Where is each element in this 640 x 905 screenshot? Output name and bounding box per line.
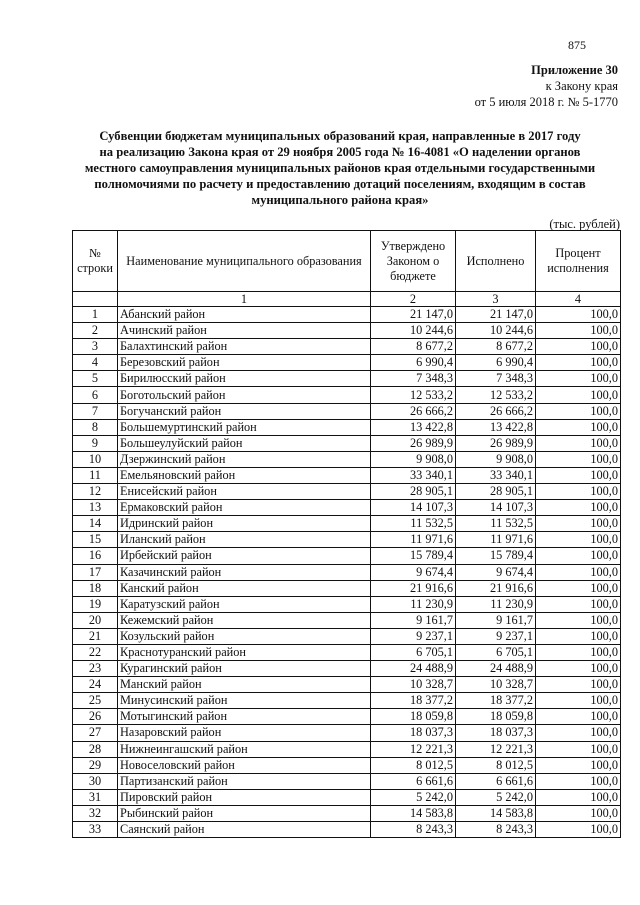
table-row: [73, 725, 621, 741]
executed-amount: 8 243,3: [456, 822, 536, 838]
col-header-name: Наименование муниципального образования: [118, 231, 371, 292]
execution-percent: 100,0: [536, 419, 621, 435]
row-number: 29: [73, 757, 118, 773]
table-row: [73, 661, 621, 677]
execution-percent: 100,0: [536, 644, 621, 660]
row-number: 17: [73, 564, 118, 580]
table-row: [73, 419, 621, 435]
approved-amount: 9 161,7: [371, 612, 456, 628]
approved-amount: 21 147,0: [371, 307, 456, 323]
executed-amount: 26 989,9: [456, 435, 536, 451]
execution-percent: 100,0: [536, 484, 621, 500]
approved-amount: 9 908,0: [371, 451, 456, 467]
execution-percent: 100,0: [536, 661, 621, 677]
execution-percent: 100,0: [536, 805, 621, 821]
table-row: [73, 693, 621, 709]
table-row: [73, 403, 621, 419]
executed-amount: 18 059,8: [456, 709, 536, 725]
execution-percent: 100,0: [536, 323, 621, 339]
col-header-percent: Процент исполнения: [536, 231, 621, 292]
row-number: 15: [73, 532, 118, 548]
table-row: [73, 757, 621, 773]
execution-percent: 100,0: [536, 516, 621, 532]
row-number: 9: [73, 435, 118, 451]
execution-percent: 100,0: [536, 628, 621, 644]
executed-amount: 6 705,1: [456, 644, 536, 660]
municipality-name: Идринский район: [118, 516, 371, 532]
executed-amount: 14 583,8: [456, 805, 536, 821]
executed-amount: 28 905,1: [456, 484, 536, 500]
executed-amount: 13 422,8: [456, 419, 536, 435]
table-row: [73, 339, 621, 355]
municipality-name: Нижнеингашский район: [118, 741, 371, 757]
col-header-executed: Исполнено: [456, 231, 536, 292]
municipality-name: Партизанский район: [118, 773, 371, 789]
table-row: [73, 580, 621, 596]
table-row: [73, 435, 621, 451]
row-number: 14: [73, 516, 118, 532]
executed-amount: 9 161,7: [456, 612, 536, 628]
row-number: 26: [73, 709, 118, 725]
approved-amount: 10 244,6: [371, 323, 456, 339]
table-row: [73, 500, 621, 516]
municipality-name: Ачинский район: [118, 323, 371, 339]
row-number: 30: [73, 773, 118, 789]
title-line: на реализацию Закона края от 29 ноября 2005 года № 16-4081 «О наделении органов: [99, 145, 581, 159]
row-number: 22: [73, 644, 118, 660]
approved-amount: 18 037,3: [371, 725, 456, 741]
executed-amount: 12 221,3: [456, 741, 536, 757]
municipality-name: Манский район: [118, 677, 371, 693]
approved-amount: 26 989,9: [371, 435, 456, 451]
row-number: 5: [73, 371, 118, 387]
approved-amount: 24 488,9: [371, 661, 456, 677]
row-number: 25: [73, 693, 118, 709]
table-row: [73, 387, 621, 403]
municipality-name: Емельяновский район: [118, 467, 371, 483]
table-row: [73, 484, 621, 500]
execution-percent: 100,0: [536, 564, 621, 580]
approved-amount: 8 677,2: [371, 339, 456, 355]
approved-amount: 7 348,3: [371, 371, 456, 387]
executed-amount: 11 532,5: [456, 516, 536, 532]
executed-amount: 8 677,2: [456, 339, 536, 355]
municipality-name: Каратузский район: [118, 596, 371, 612]
execution-percent: 100,0: [536, 677, 621, 693]
row-number: 8: [73, 419, 118, 435]
approved-amount: 18 377,2: [371, 693, 456, 709]
executed-amount: 8 012,5: [456, 757, 536, 773]
execution-percent: 100,0: [536, 467, 621, 483]
page-number: 875: [568, 38, 586, 52]
municipality-name: Казачинский район: [118, 564, 371, 580]
appendix-line: к Закону края: [545, 79, 618, 93]
municipality-name: Абанский район: [118, 307, 371, 323]
municipality-name: Саянский район: [118, 822, 371, 838]
execution-percent: 100,0: [536, 580, 621, 596]
municipality-name: Канский район: [118, 580, 371, 596]
title-line: местного самоуправления муниципальных районов края отдельными государственными: [84, 161, 596, 175]
row-number: 13: [73, 500, 118, 516]
executed-amount: 21 916,6: [456, 580, 536, 596]
execution-percent: 100,0: [536, 725, 621, 741]
table-row: [73, 548, 621, 564]
table-row: [73, 564, 621, 580]
col-number: 3: [456, 292, 536, 307]
table-row: [73, 805, 621, 821]
executed-amount: 18 377,2: [456, 693, 536, 709]
table-row: [73, 451, 621, 467]
approved-amount: 9 674,4: [371, 564, 456, 580]
executed-amount: 6 990,4: [456, 355, 536, 371]
execution-percent: 100,0: [536, 789, 621, 805]
table-row: [73, 822, 621, 838]
table-row: [73, 371, 621, 387]
execution-percent: 100,0: [536, 596, 621, 612]
approved-amount: 8 243,3: [371, 822, 456, 838]
execution-percent: 100,0: [536, 339, 621, 355]
row-number: 32: [73, 805, 118, 821]
execution-percent: 100,0: [536, 612, 621, 628]
municipality-name: Боготольский район: [118, 387, 371, 403]
approved-amount: 13 422,8: [371, 419, 456, 435]
execution-percent: 100,0: [536, 822, 621, 838]
approved-amount: 12 221,3: [371, 741, 456, 757]
col-number: 2: [371, 292, 456, 307]
table-row: [73, 355, 621, 371]
column-numbers-row: [73, 292, 621, 307]
approved-amount: 6 705,1: [371, 644, 456, 660]
col-number: 1: [118, 292, 371, 307]
execution-percent: 100,0: [536, 403, 621, 419]
row-number: 16: [73, 548, 118, 564]
title-line: муниципального района края»: [251, 193, 429, 207]
approved-amount: 18 059,8: [371, 709, 456, 725]
row-number: 21: [73, 628, 118, 644]
executed-amount: 5 242,0: [456, 789, 536, 805]
title-line: Субвенции бюджетам муниципальных образований края, направленные в 2017 году: [99, 129, 581, 143]
table-row: [73, 516, 621, 532]
approved-amount: 26 666,2: [371, 403, 456, 419]
executed-amount: 14 107,3: [456, 500, 536, 516]
municipality-name: Большеулуйский район: [118, 435, 371, 451]
row-number: 28: [73, 741, 118, 757]
table-row: [73, 596, 621, 612]
executed-amount: 6 661,6: [456, 773, 536, 789]
approved-amount: 28 905,1: [371, 484, 456, 500]
municipality-name: Назаровский район: [118, 725, 371, 741]
title-line: полномочиями по расчету и предоставлению дотаций поселениям, входящим в состав: [94, 177, 586, 191]
executed-amount: 15 789,4: [456, 548, 536, 564]
row-number: 19: [73, 596, 118, 612]
table-row: [73, 467, 621, 483]
execution-percent: 100,0: [536, 741, 621, 757]
municipality-name: Дзержинский район: [118, 451, 371, 467]
municipality-name: Минусинский район: [118, 693, 371, 709]
executed-amount: 9 908,0: [456, 451, 536, 467]
row-number: 33: [73, 822, 118, 838]
municipality-name: Козульский район: [118, 628, 371, 644]
approved-amount: 14 107,3: [371, 500, 456, 516]
row-number: 31: [73, 789, 118, 805]
col-number: 4: [536, 292, 621, 307]
execution-percent: 100,0: [536, 355, 621, 371]
executed-amount: 21 147,0: [456, 307, 536, 323]
appendix-title: Приложение 30: [531, 63, 618, 77]
executed-amount: 10 328,7: [456, 677, 536, 693]
approved-amount: 6 990,4: [371, 355, 456, 371]
execution-percent: 100,0: [536, 532, 621, 548]
col-header-number: № строки: [73, 231, 118, 292]
row-number: 20: [73, 612, 118, 628]
municipality-name: Мотыгинский район: [118, 709, 371, 725]
municipality-name: Богучанский район: [118, 403, 371, 419]
row-number: 27: [73, 725, 118, 741]
row-number: 1: [73, 307, 118, 323]
execution-percent: 100,0: [536, 548, 621, 564]
table-row: [73, 644, 621, 660]
executed-amount: 11 971,6: [456, 532, 536, 548]
municipality-name: Большемуртинский район: [118, 419, 371, 435]
approved-amount: 10 328,7: [371, 677, 456, 693]
document-title: [60, 128, 620, 208]
row-number: 24: [73, 677, 118, 693]
execution-percent: 100,0: [536, 709, 621, 725]
row-number: 11: [73, 467, 118, 483]
executed-amount: 9 674,4: [456, 564, 536, 580]
municipality-name: Новоселовский район: [118, 757, 371, 773]
table-row: [73, 773, 621, 789]
row-number: 4: [73, 355, 118, 371]
approved-amount: 11 230,9: [371, 596, 456, 612]
executed-amount: 11 230,9: [456, 596, 536, 612]
execution-percent: 100,0: [536, 371, 621, 387]
municipality-name: Ермаковский район: [118, 500, 371, 516]
approved-amount: 14 583,8: [371, 805, 456, 821]
units-label: (тыс. рублей): [549, 217, 620, 231]
approved-amount: 9 237,1: [371, 628, 456, 644]
execution-percent: 100,0: [536, 387, 621, 403]
municipality-name: Пировский район: [118, 789, 371, 805]
execution-percent: 100,0: [536, 435, 621, 451]
row-number: 10: [73, 451, 118, 467]
approved-amount: 5 242,0: [371, 789, 456, 805]
executed-amount: 18 037,3: [456, 725, 536, 741]
municipality-name: Березовский район: [118, 355, 371, 371]
table-header-row: [73, 231, 621, 292]
table-row: [73, 709, 621, 725]
municipality-name: Иланский район: [118, 532, 371, 548]
appendix-line: от 5 июля 2018 г. № 5-1770: [474, 95, 618, 109]
subsidies-table: [72, 230, 621, 838]
row-number: 7: [73, 403, 118, 419]
execution-percent: 100,0: [536, 757, 621, 773]
municipality-name: Балахтинский район: [118, 339, 371, 355]
table-row: [73, 628, 621, 644]
approved-amount: 11 971,6: [371, 532, 456, 548]
approved-amount: 33 340,1: [371, 467, 456, 483]
executed-amount: 26 666,2: [456, 403, 536, 419]
municipality-name: Енисейский район: [118, 484, 371, 500]
approved-amount: 15 789,4: [371, 548, 456, 564]
approved-amount: 12 533,2: [371, 387, 456, 403]
row-number: 18: [73, 580, 118, 596]
municipality-name: Бирилюсский район: [118, 371, 371, 387]
table-row: [73, 741, 621, 757]
approved-amount: 21 916,6: [371, 580, 456, 596]
executed-amount: 7 348,3: [456, 371, 536, 387]
table-row: [73, 307, 621, 323]
execution-percent: 100,0: [536, 500, 621, 516]
approved-amount: 8 012,5: [371, 757, 456, 773]
table-row: [73, 677, 621, 693]
empty-cell: [73, 292, 118, 307]
municipality-name: Рыбинский район: [118, 805, 371, 821]
table-row: [73, 323, 621, 339]
approved-amount: 11 532,5: [371, 516, 456, 532]
col-header-approved: Утверждено Законом о бюджете: [371, 231, 456, 292]
executed-amount: 9 237,1: [456, 628, 536, 644]
execution-percent: 100,0: [536, 693, 621, 709]
executed-amount: 33 340,1: [456, 467, 536, 483]
execution-percent: 100,0: [536, 451, 621, 467]
row-number: 2: [73, 323, 118, 339]
municipality-name: Кежемский район: [118, 612, 371, 628]
row-number: 12: [73, 484, 118, 500]
municipality-name: Краснотуранский район: [118, 644, 371, 660]
table-row: [73, 532, 621, 548]
municipality-name: Курагинский район: [118, 661, 371, 677]
row-number: 3: [73, 339, 118, 355]
table-row: [73, 789, 621, 805]
municipality-name: Ирбейский район: [118, 548, 371, 564]
row-number: 23: [73, 661, 118, 677]
row-number: 6: [73, 387, 118, 403]
execution-percent: 100,0: [536, 307, 621, 323]
executed-amount: 12 533,2: [456, 387, 536, 403]
execution-percent: 100,0: [536, 773, 621, 789]
appendix-header: [475, 62, 618, 110]
table-row: [73, 612, 621, 628]
executed-amount: 24 488,9: [456, 661, 536, 677]
executed-amount: 10 244,6: [456, 323, 536, 339]
approved-amount: 6 661,6: [371, 773, 456, 789]
